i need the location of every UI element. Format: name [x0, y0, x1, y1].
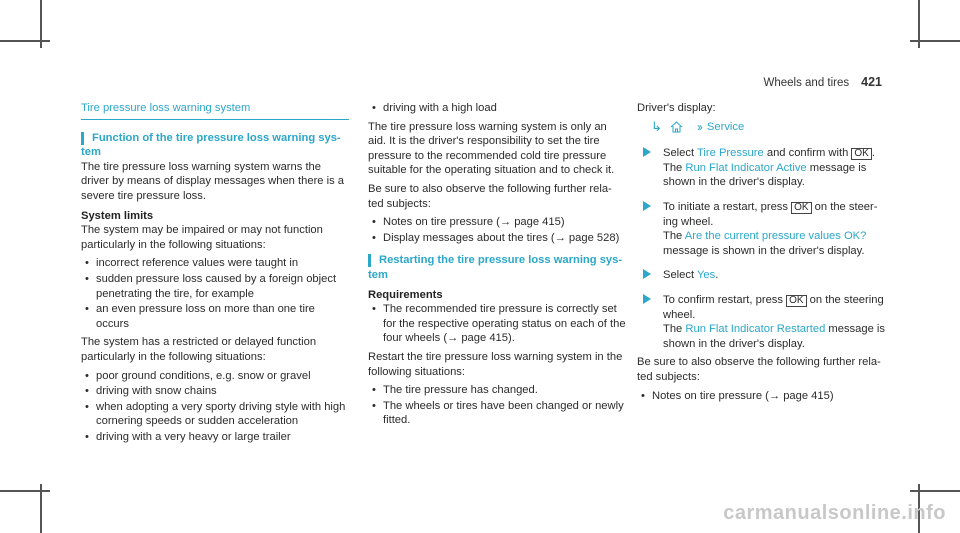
continued-list: [368, 101, 626, 116]
requirements-list: [368, 302, 626, 346]
restart-intro: Restart the tire pressure loss warning system in the following situations:: [368, 350, 623, 378]
display-message: Run Flat Indicator Restarted: [685, 323, 826, 336]
submenu-arrow-icon: ↳: [651, 118, 662, 134]
column-3: [637, 101, 887, 407]
list-item: • poor ground conditions, e.g. snow or gravel: [81, 369, 349, 384]
instruction-step: To confirm restart, press OK on the steering wheel. The Run Flat Indicator Restarted message is shown in the driver's display.: [637, 293, 887, 351]
menu-item-label: Tire Pressure: [697, 147, 764, 160]
heading-bar: [368, 254, 371, 267]
observe-list: [368, 215, 626, 245]
crop-mark: [910, 490, 960, 492]
crop-mark: [0, 40, 50, 42]
restart-list: [368, 383, 626, 428]
page-number: 421: [861, 75, 882, 89]
list-item: • when adopting a very sporty driving style with high cornering speeds or sudden acceleration: [81, 400, 349, 429]
crop-mark: [910, 40, 960, 42]
restart-heading: Restarting the tire pressure loss warning sys- tem: [368, 254, 623, 281]
home-icon: [670, 121, 683, 133]
observe-text: Be sure to also observe the following further rela-ted subjects:: [368, 182, 612, 210]
aid-text: The tire pressure loss warning system is only an aid. It is the driver's responsibility to set the tire pressure to the recommended cold tire pressure suitable for the operating situation and to check it.: [368, 120, 615, 177]
intro-text: The tire pressure loss warning system warns the driver by means of display messages when there is a severe tire pressure loss.: [81, 160, 345, 202]
menu-path: [637, 120, 887, 135]
step-arrow-icon: [643, 147, 651, 157]
step-arrow-icon: [643, 201, 651, 211]
limits-list: [81, 256, 349, 331]
list-item: • The recommended tire pressure is correctly set for the respective operating status on each of the four wheels (→ page 415).: [368, 302, 626, 346]
display-label: Driver's display:: [637, 102, 716, 114]
limits-intro: The system may be impaired or may not function particularly in the following situations:: [81, 224, 323, 251]
watermark: carmanualsonline.info: [723, 502, 946, 524]
display-message: Are the current pressure values OK?: [684, 230, 867, 243]
list-item: • The tire pressure has changed.: [368, 383, 626, 398]
list-item: • The wheels or tires have been changed or newly fitted.: [368, 399, 626, 428]
delay-list: [81, 369, 349, 445]
ok-button-icon: OK: [851, 148, 871, 160]
heading-bar: [81, 132, 84, 145]
menu-item-label: Yes: [697, 269, 716, 282]
instruction-step: Select Yes.: [637, 268, 887, 283]
ok-button-icon: OK: [786, 295, 806, 307]
list-item: • incorrect reference values were taught in: [81, 256, 349, 271]
column-1: [81, 101, 349, 448]
requirements-heading: Requirements: [368, 288, 443, 301]
cross-reference-link[interactable]: • Notes on tire pressure (→ page 415): [368, 215, 626, 230]
list-item: • an even pressure loss on more than one tire occurs: [81, 302, 349, 331]
function-heading: Function of the tire pressure loss warning sys- tem: [81, 131, 341, 159]
limits-heading: System limits: [81, 209, 154, 222]
crop-mark: [0, 490, 50, 492]
instruction-step: Select Tire Pressure and confirm with OK . The Run Flat Indicator Active message is shown in the driver's display.: [637, 146, 887, 190]
display-message: Run Flat Indicator Active: [685, 161, 807, 174]
observe-text: Be sure to also observe the following further rela-ted subjects:: [637, 356, 881, 383]
instruction-step: To initiate a restart, press OK on the steer-ing wheel. The Are the current pressure values OK? message is shown in the driver's display.: [637, 200, 887, 258]
service-menu-item: Service: [706, 120, 745, 133]
step-arrow-icon: [643, 269, 651, 279]
page-header: [763, 75, 882, 89]
cross-reference-link[interactable]: • Display messages about the tires (→ page 528): [368, 231, 626, 246]
list-item: • driving with a high load: [368, 101, 626, 116]
step-arrow-icon: [643, 294, 651, 304]
delay-intro: The system has a restricted or delayed function particularly in the following situations:: [81, 336, 317, 363]
section-title: Wheels and tires: [763, 77, 850, 89]
column-2: [368, 101, 626, 432]
section-heading: Tire pressure loss warning system: [81, 101, 349, 120]
list-item: • sudden pressure loss caused by a foreign object penetrating the tire, for example: [81, 272, 349, 301]
observe-list: [637, 389, 887, 404]
ok-button-icon: OK: [791, 202, 811, 214]
list-item: • driving with a very heavy or large trailer: [81, 430, 349, 445]
double-chevron-icon: ››: [696, 119, 701, 134]
list-item: • driving with snow chains: [81, 384, 349, 399]
cross-reference-link[interactable]: • Notes on tire pressure (→ page 415): [637, 389, 887, 404]
